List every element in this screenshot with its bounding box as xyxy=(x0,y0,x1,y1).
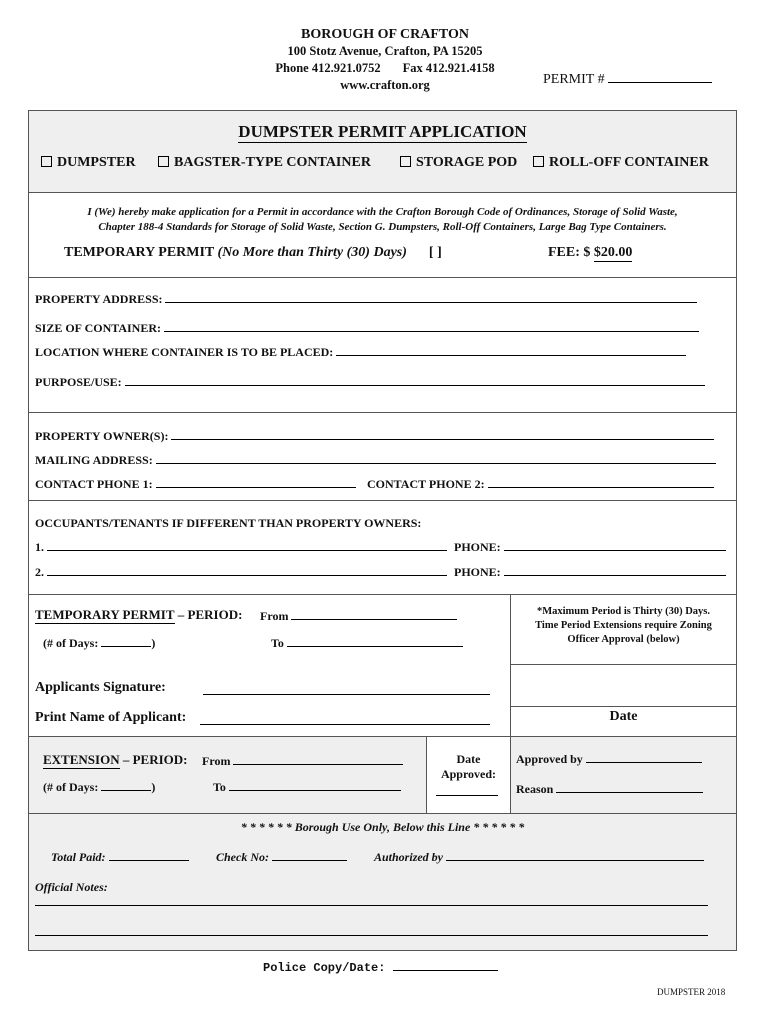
org-website: www.crafton.org xyxy=(340,78,430,92)
period-days-field[interactable]: (# of Days: ) xyxy=(43,636,156,650)
container-location-field[interactable]: LOCATION WHERE CONTAINER IS TO BE PLACED: xyxy=(35,345,686,360)
period-from-field[interactable]: From xyxy=(260,609,457,624)
property-owner-field[interactable]: PROPERTY OWNER(S): xyxy=(35,429,714,444)
date-approved-label-2: Approved: xyxy=(440,767,497,781)
statement-section xyxy=(28,192,737,278)
applicant-signature-line[interactable] xyxy=(203,694,490,695)
contact-phone-1-field[interactable]: CONTACT PHONE 1: xyxy=(35,477,356,492)
checkbox-icon[interactable] xyxy=(400,156,411,167)
date-blank-box xyxy=(510,664,737,707)
option-dumpster[interactable]: DUMPSTER xyxy=(41,155,136,171)
police-copy-field[interactable]: Police Copy/Date: xyxy=(263,961,498,975)
official-notes-label: Official Notes: xyxy=(35,880,108,894)
print-name-label: Print Name of Applicant: xyxy=(35,710,187,725)
extension-to-field[interactable]: To xyxy=(213,780,401,795)
extension-days-field[interactable]: (# of Days: ) xyxy=(43,780,156,794)
check-no-field[interactable]: Check No: xyxy=(216,850,347,865)
form-title: DUMPSTER PERMIT APPLICATION xyxy=(238,122,527,141)
approved-by-field[interactable]: Approved by xyxy=(516,752,702,767)
total-paid-field[interactable]: Total Paid: xyxy=(51,850,189,865)
extension-from-field[interactable]: From xyxy=(202,754,403,769)
period-to-field[interactable]: To xyxy=(271,636,463,651)
statement-line-1: I (We) hereby make application for a Permit in accordance with the Crafton Borough Code of Ordinances, Storage of Solid Waste, xyxy=(87,206,678,218)
statement-line-2: Chapter 188-4 Standards for Storage of Solid Waste, Section G. Dumpsters, Roll-Off Containers, Large Bag Type Containers. xyxy=(98,221,667,233)
occupant-2-field[interactable]: 2. xyxy=(35,565,447,580)
date-approved-line[interactable] xyxy=(436,795,498,796)
applicant-signature-label: Applicants Signature: xyxy=(35,680,166,695)
contact-phone-2-field[interactable]: CONTACT PHONE 2: xyxy=(367,477,714,492)
checkbox-icon[interactable] xyxy=(158,156,169,167)
org-name: BOROUGH OF CRAFTON xyxy=(300,27,469,42)
print-name-line[interactable] xyxy=(200,724,490,725)
date-label: Date xyxy=(609,709,638,724)
fee: FEE: $ $20.00 xyxy=(548,245,633,260)
extension-period-label: EXTENSION – PERIOD: xyxy=(43,752,188,767)
container-size-field[interactable]: SIZE OF CONTAINER: xyxy=(35,321,699,336)
official-notes-line-1[interactable] xyxy=(35,905,708,906)
option-roll-off[interactable]: ROLL-OFF CONTAINER xyxy=(533,155,709,171)
temporary-permit-line: TEMPORARY PERMIT (No More than Thirty (30) Days) [ ] xyxy=(64,245,442,260)
occupant-2-phone[interactable]: PHONE: xyxy=(454,565,726,580)
form-code: DUMPSTER 2018 xyxy=(657,987,726,997)
checkbox-icon[interactable] xyxy=(41,156,52,167)
permit-number: PERMIT # xyxy=(543,72,712,88)
occupant-1-phone[interactable]: PHONE: xyxy=(454,540,726,555)
official-notes-line-2[interactable] xyxy=(35,935,708,936)
borough-use-heading: * * * * * * Borough Use Only, Below this Line * * * * * * xyxy=(240,820,525,834)
property-address-field[interactable]: PROPERTY ADDRESS: xyxy=(35,292,697,307)
org-address: 100 Stotz Avenue, Crafton, PA 15205 xyxy=(287,44,483,58)
checkbox-icon[interactable] xyxy=(533,156,544,167)
mailing-address-field[interactable]: MAILING ADDRESS: xyxy=(35,453,716,468)
option-bagster[interactable]: BAGSTER-TYPE CONTAINER xyxy=(158,155,371,171)
option-storage-pod[interactable]: STORAGE POD xyxy=(400,155,517,171)
approval-box xyxy=(510,736,737,814)
date-approved-label-1: Date xyxy=(456,752,481,766)
reason-field[interactable]: Reason xyxy=(516,782,703,797)
occupants-heading: OCCUPANTS/TENANTS IF DIFFERENT THAN PROPERTY OWNERS: xyxy=(35,516,422,530)
org-phone-fax: Phone 412.921.0752 Fax 412.921.4158 xyxy=(275,61,495,75)
temporary-period-label: TEMPORARY PERMIT – PERIOD: xyxy=(35,607,243,622)
occupant-1-field[interactable]: 1. xyxy=(35,540,447,555)
purpose-field[interactable]: PURPOSE/USE: xyxy=(35,375,705,390)
max-period-note-1: *Maximum Period is Thirty (30) Days. xyxy=(536,606,711,617)
extension-box xyxy=(28,736,427,814)
max-period-note-2: Time Period Extensions require Zoning xyxy=(535,620,712,631)
authorized-by-field[interactable]: Authorized by xyxy=(374,850,704,865)
max-period-note-3: Officer Approval (below) xyxy=(567,634,680,645)
